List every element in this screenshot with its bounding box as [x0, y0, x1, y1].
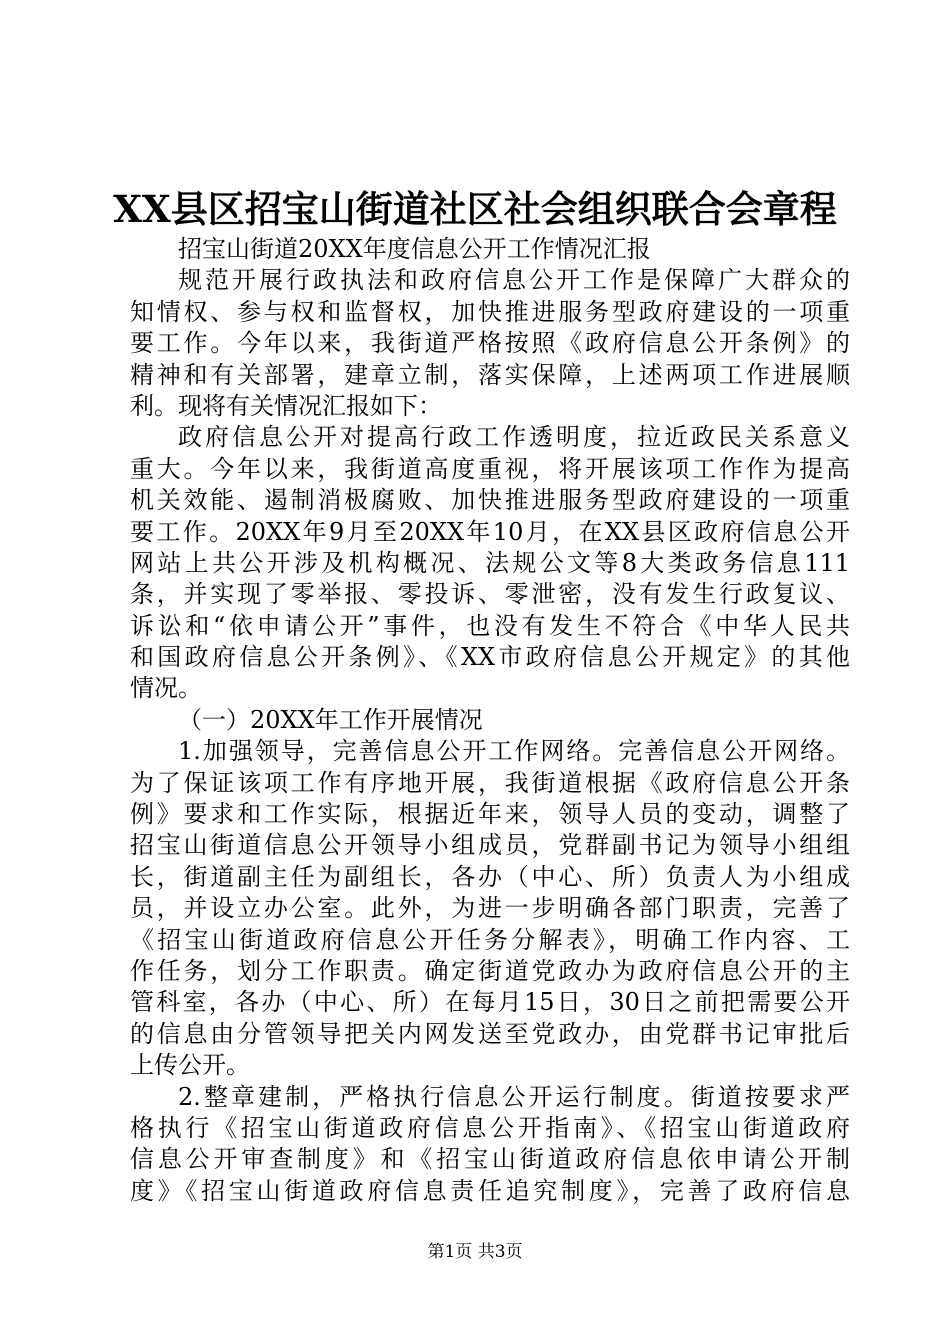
- body-line: 招宝山街道20XX年度信息公开工作情况汇报: [178, 235, 651, 263]
- body-line: 利。现将有关情况汇报如下：: [130, 391, 442, 420]
- body-line: 作任务，划分工作职责。确定街道党政办为政府信息公开的主: [130, 956, 850, 985]
- body-line: 机关效能、遏制消极腐败、加快推进服务型政府建设的一项重: [130, 486, 850, 515]
- body-line: 规范开展行政执法和政府信息公开工作是保障广大群众的: [178, 266, 850, 295]
- body-line: 格执行《招宝山街道政府信息公开指南》、《招宝山街道政府: [130, 1113, 850, 1142]
- body-line: 2.整章建制，严格执行信息公开运行制度。街道按要求严: [178, 1082, 850, 1111]
- body-line: 诉讼和“依申请公开”事件，也没有发生不符合《中华人民共: [130, 611, 850, 640]
- body-line: 情况。: [130, 674, 202, 703]
- body-line: 为了保证该项工作有序地开展，我街道根据《政府信息公开条: [130, 768, 850, 797]
- body-line: 知情权、参与权和监督权，加快推进服务型政府建设的一项重: [130, 297, 850, 326]
- document-title: XX县区招宝山街道社区社会组织联合会章程: [113, 187, 837, 231]
- body-line: 例》要求和工作实际，根据近年来，领导人员的变动，调整了: [130, 800, 850, 829]
- body-line: 信息公开审查制度》和《招宝山街道政府信息依申请公开制: [130, 1145, 850, 1174]
- body-line: 上传公开。: [130, 1051, 250, 1080]
- body-line: 和国政府信息公开条例》、《XX市政府信息公开规定》的其他: [130, 643, 850, 672]
- body-line: 《招宝山街道政府信息公开任务分解表》，明确工作内容、工: [130, 925, 850, 954]
- body-line: （一）20XX年工作开展情况: [178, 705, 483, 734]
- body-line: 要工作。20XX年9月至20XX年10月，在XX县区政府信息公开: [130, 517, 850, 546]
- document-body: [130, 234, 850, 1207]
- body-line: 政府信息公开对提高行政工作透明度，拉近政民关系意义: [178, 423, 850, 452]
- page-footer: 第1页 共3页: [427, 1242, 523, 1262]
- body-line: 的信息由分管领导把关内网发送至党政办，由党群书记审批后: [130, 1019, 850, 1048]
- body-line: 条，并实现了零举报、零投诉、零泄密，没有发生行政复议、: [130, 580, 850, 609]
- body-line: 重大。今年以来，我街道高度重视，将开展该项工作作为提高: [130, 454, 850, 483]
- body-line: 长，街道副主任为副组长，各办（中心、所）负责人为小组成: [130, 862, 850, 891]
- body-line: 招宝山街道信息公开领导小组成员，党群副书记为领导小组组: [130, 831, 850, 860]
- body-line: 度》《招宝山街道政府信息责任追究制度》，完善了政府信息: [130, 1176, 850, 1205]
- body-line: 1.加强领导，完善信息公开工作网络。完善信息公开网络。: [178, 737, 850, 766]
- body-line: 网站上共公开涉及机构概况、法规公文等8大类政务信息111: [130, 548, 850, 577]
- body-line: 管科室，各办（中心、所）在每月15日，30日之前把需要公开: [130, 988, 850, 1017]
- body-line: 员，并设立办公室。此外，为进一步明确各部门职责，完善了: [130, 894, 850, 923]
- body-line: 精神和有关部署，建章立制，落实保障，上述两项工作进展顺: [130, 360, 850, 389]
- body-line: 要工作。今年以来，我街道严格按照《政府信息公开条例》的: [130, 329, 850, 358]
